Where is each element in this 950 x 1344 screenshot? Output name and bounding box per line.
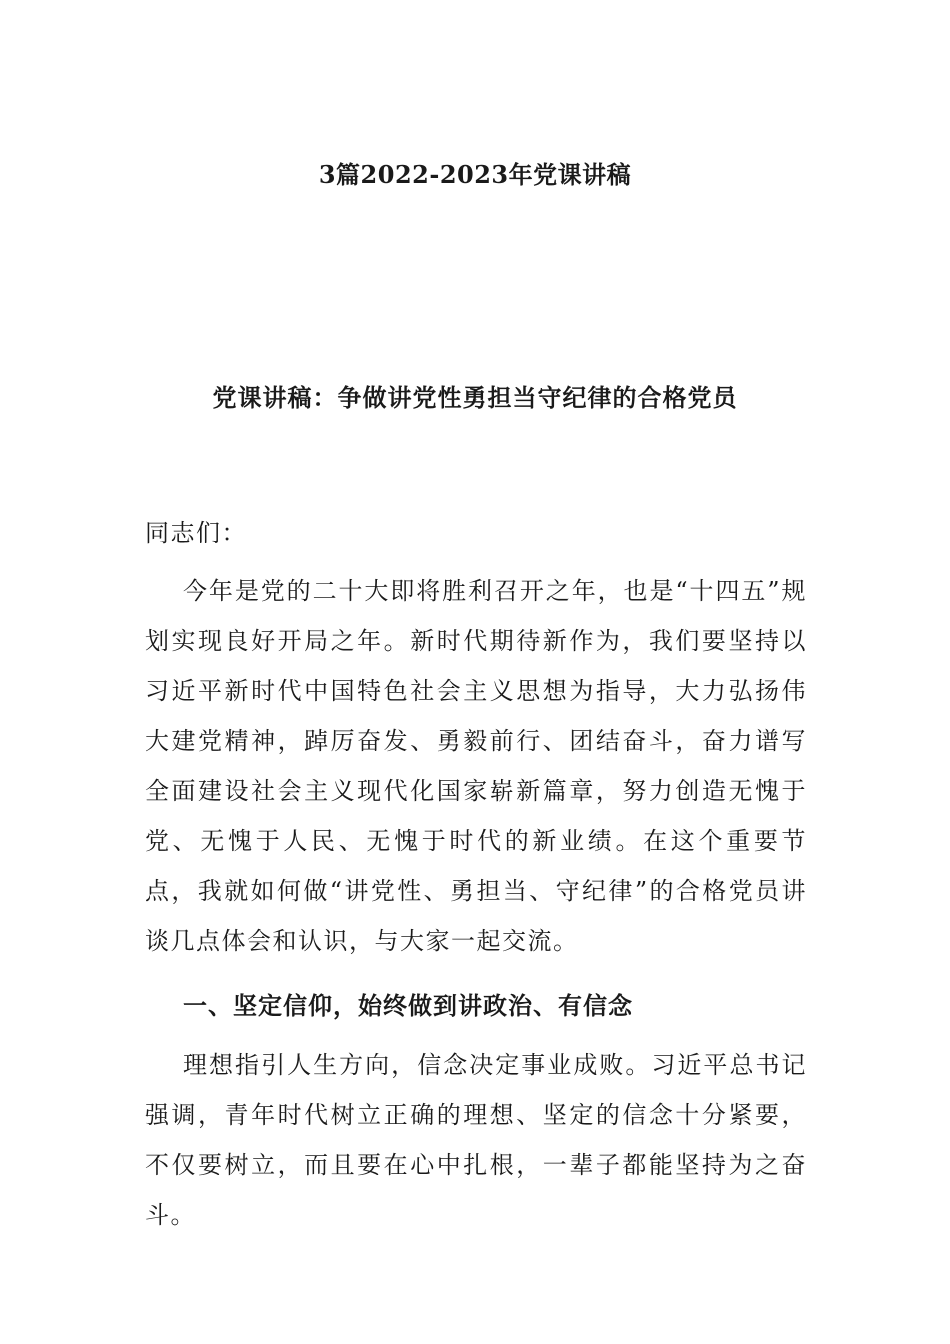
paragraph-ideals: 理想指引人生方向，信念决定事业成败。习近平总书记强调，青年时代树立正确的理想、坚定的信念十分紧要，不仅要树立，而且要在心中扎根，一辈子都能坚持为之奋斗。: [145, 1051, 807, 1229]
paragraph-intro: 今年是党的二十大即将胜利召开之年，也是“十四五”规划实现良好开局之年。新时代期待新作为，我们要坚持以习近平新时代中国特色社会主义思想为指导，大力弘扬伟大建党精神，踔厉奋发、勇毅前行、团结奋斗，奋力谱写全面建设社会主义现代化国家崭新篇章，努力创造无愧于党、无愧于人民、无愧于时代的新业绩。在这个重要节点，我就如何做“讲党性、勇担当、守纪律”的合格党员讲谈几点体会和认识，与大家一起交流。: [145, 577, 807, 955]
document-title: 3篇2022-2023年党课讲稿: [318, 160, 632, 189]
heading-first-point: 一、坚定信仰，始终做到讲政治、有信念: [183, 991, 633, 1020]
section-title: 党课讲稿：争做讲党性勇担当守纪律的合格党员: [212, 383, 738, 412]
greeting: 同志们：: [145, 519, 247, 547]
